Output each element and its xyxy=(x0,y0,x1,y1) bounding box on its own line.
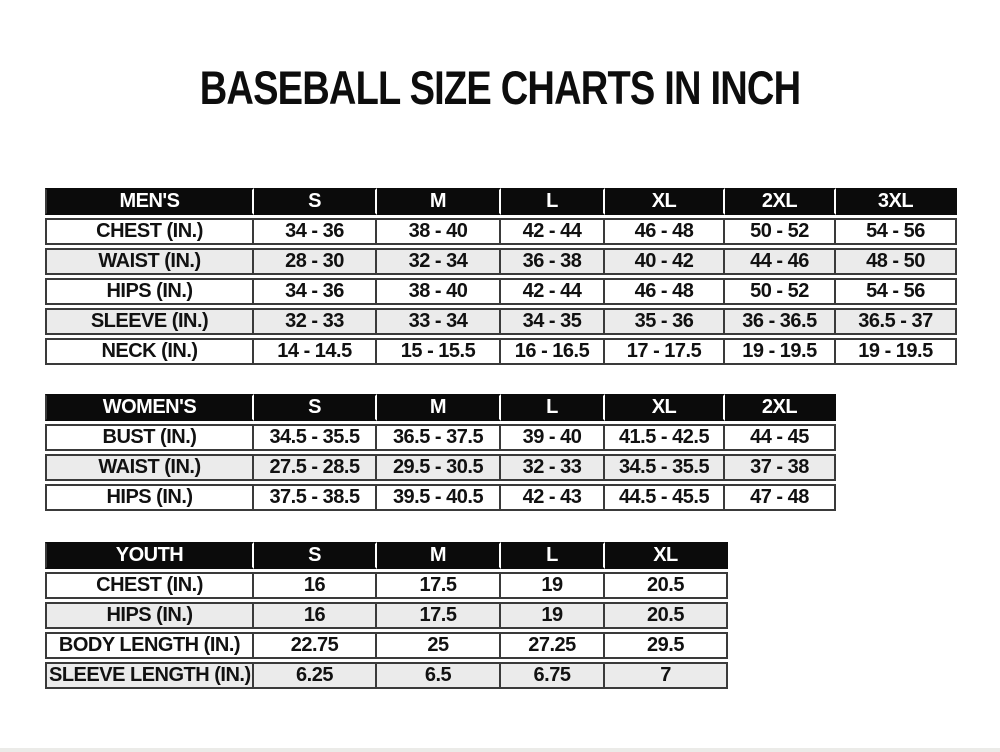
measurement-label: HIPS (IN.) xyxy=(45,484,254,511)
measurement-label: SLEEVE LENGTH (IN.) xyxy=(45,662,254,689)
table-row xyxy=(45,218,957,245)
size-value-cell: 20.5 xyxy=(605,572,728,599)
size-column-header: M xyxy=(377,394,501,421)
size-column-header: 2XL xyxy=(725,394,836,421)
size-value-cell: 14 - 14.5 xyxy=(254,338,377,365)
size-value-cell: 34.5 - 35.5 xyxy=(605,454,725,481)
size-value-cell: 39 - 40 xyxy=(501,424,605,451)
size-value-cell: 29.5 - 30.5 xyxy=(377,454,501,481)
header-row xyxy=(45,394,836,421)
size-value-cell: 17.5 xyxy=(377,602,501,629)
size-column-header: 2XL xyxy=(725,188,836,215)
table-row xyxy=(45,454,836,481)
size-value-cell: 37.5 - 38.5 xyxy=(254,484,377,511)
size-value-cell: 46 - 48 xyxy=(605,218,725,245)
size-value-cell: 19 xyxy=(501,572,605,599)
size-value-cell: 16 - 16.5 xyxy=(501,338,605,365)
table-title-cell: WOMEN'S xyxy=(45,394,254,421)
size-column-header: XL xyxy=(605,188,725,215)
size-value-cell: 44 - 45 xyxy=(725,424,836,451)
header-row xyxy=(45,542,728,569)
size-value-cell: 42 - 43 xyxy=(501,484,605,511)
measurement-label: BUST (IN.) xyxy=(45,424,254,451)
size-value-cell: 29.5 xyxy=(605,632,728,659)
measurement-label: WAIST (IN.) xyxy=(45,454,254,481)
size-value-cell: 28 - 30 xyxy=(254,248,377,275)
header-row xyxy=(45,188,957,215)
size-value-cell: 35 - 36 xyxy=(605,308,725,335)
table-row xyxy=(45,632,728,659)
womens-size-table xyxy=(45,391,836,514)
size-column-header: L xyxy=(501,188,605,215)
size-column-header: L xyxy=(501,542,605,569)
table-row xyxy=(45,278,957,305)
size-value-cell: 17 - 17.5 xyxy=(605,338,725,365)
size-value-cell: 50 - 52 xyxy=(725,278,836,305)
size-value-cell: 34.5 - 35.5 xyxy=(254,424,377,451)
measurement-label: WAIST (IN.) xyxy=(45,248,254,275)
size-value-cell: 15 - 15.5 xyxy=(377,338,501,365)
table-row xyxy=(45,602,728,629)
size-value-cell: 6.5 xyxy=(377,662,501,689)
table-row xyxy=(45,662,728,689)
size-value-cell: 44 - 46 xyxy=(725,248,836,275)
size-column-header: S xyxy=(254,188,377,215)
measurement-label: CHEST (IN.) xyxy=(45,572,254,599)
size-value-cell: 42 - 44 xyxy=(501,278,605,305)
size-column-header: M xyxy=(377,188,501,215)
size-value-cell: 27.25 xyxy=(501,632,605,659)
size-value-cell: 41.5 - 42.5 xyxy=(605,424,725,451)
table-row xyxy=(45,424,836,451)
size-value-cell: 39.5 - 40.5 xyxy=(377,484,501,511)
table-title-cell: YOUTH xyxy=(45,542,254,569)
table-row xyxy=(45,338,957,365)
size-value-cell: 42 - 44 xyxy=(501,218,605,245)
size-value-cell: 34 - 36 xyxy=(254,218,377,245)
size-value-cell: 36.5 - 37 xyxy=(836,308,957,335)
size-value-cell: 47 - 48 xyxy=(725,484,836,511)
table-row xyxy=(45,484,836,511)
table-title-cell: MEN'S xyxy=(45,188,254,215)
size-value-cell: 17.5 xyxy=(377,572,501,599)
size-value-cell: 44.5 - 45.5 xyxy=(605,484,725,511)
size-value-cell: 54 - 56 xyxy=(836,278,957,305)
size-value-cell: 16 xyxy=(254,602,377,629)
size-value-cell: 19 xyxy=(501,602,605,629)
size-value-cell: 32 - 33 xyxy=(254,308,377,335)
size-column-header: S xyxy=(254,394,377,421)
size-value-cell: 34 - 35 xyxy=(501,308,605,335)
size-value-cell: 16 xyxy=(254,572,377,599)
size-value-cell: 27.5 - 28.5 xyxy=(254,454,377,481)
measurement-label: CHEST (IN.) xyxy=(45,218,254,245)
size-value-cell: 54 - 56 xyxy=(836,218,957,245)
size-value-cell: 22.75 xyxy=(254,632,377,659)
size-value-cell: 6.75 xyxy=(501,662,605,689)
size-column-header: XL xyxy=(605,394,725,421)
size-value-cell: 32 - 33 xyxy=(501,454,605,481)
size-value-cell: 34 - 36 xyxy=(254,278,377,305)
measurement-label: SLEEVE (IN.) xyxy=(45,308,254,335)
size-value-cell: 36.5 - 37.5 xyxy=(377,424,501,451)
size-value-cell: 40 - 42 xyxy=(605,248,725,275)
size-column-header: M xyxy=(377,542,501,569)
size-value-cell: 6.25 xyxy=(254,662,377,689)
size-value-cell: 7 xyxy=(605,662,728,689)
table-row xyxy=(45,572,728,599)
size-value-cell: 19 - 19.5 xyxy=(836,338,957,365)
table-row xyxy=(45,248,957,275)
size-value-cell: 32 - 34 xyxy=(377,248,501,275)
size-value-cell: 48 - 50 xyxy=(836,248,957,275)
size-value-cell: 46 - 48 xyxy=(605,278,725,305)
measurement-label: NECK (IN.) xyxy=(45,338,254,365)
size-column-header: XL xyxy=(605,542,728,569)
size-column-header: 3XL xyxy=(836,188,957,215)
size-value-cell: 50 - 52 xyxy=(725,218,836,245)
size-tables xyxy=(0,185,1000,692)
measurement-label: BODY LENGTH (IN.) xyxy=(45,632,254,659)
size-column-header: S xyxy=(254,542,377,569)
measurement-label: HIPS (IN.) xyxy=(45,278,254,305)
size-value-cell: 19 - 19.5 xyxy=(725,338,836,365)
page-title: BASEBALL SIZE CHARTS IN INCH xyxy=(199,61,801,114)
size-value-cell: 33 - 34 xyxy=(377,308,501,335)
size-value-cell: 37 - 38 xyxy=(725,454,836,481)
size-value-cell: 38 - 40 xyxy=(377,278,501,305)
size-value-cell: 36 - 38 xyxy=(501,248,605,275)
size-value-cell: 38 - 40 xyxy=(377,218,501,245)
mens-size-table xyxy=(45,185,957,368)
table-row xyxy=(45,308,957,335)
youth-size-table xyxy=(45,539,728,692)
size-value-cell: 25 xyxy=(377,632,501,659)
size-value-cell: 36 - 36.5 xyxy=(725,308,836,335)
size-value-cell: 20.5 xyxy=(605,602,728,629)
size-column-header: L xyxy=(501,394,605,421)
measurement-label: HIPS (IN.) xyxy=(45,602,254,629)
